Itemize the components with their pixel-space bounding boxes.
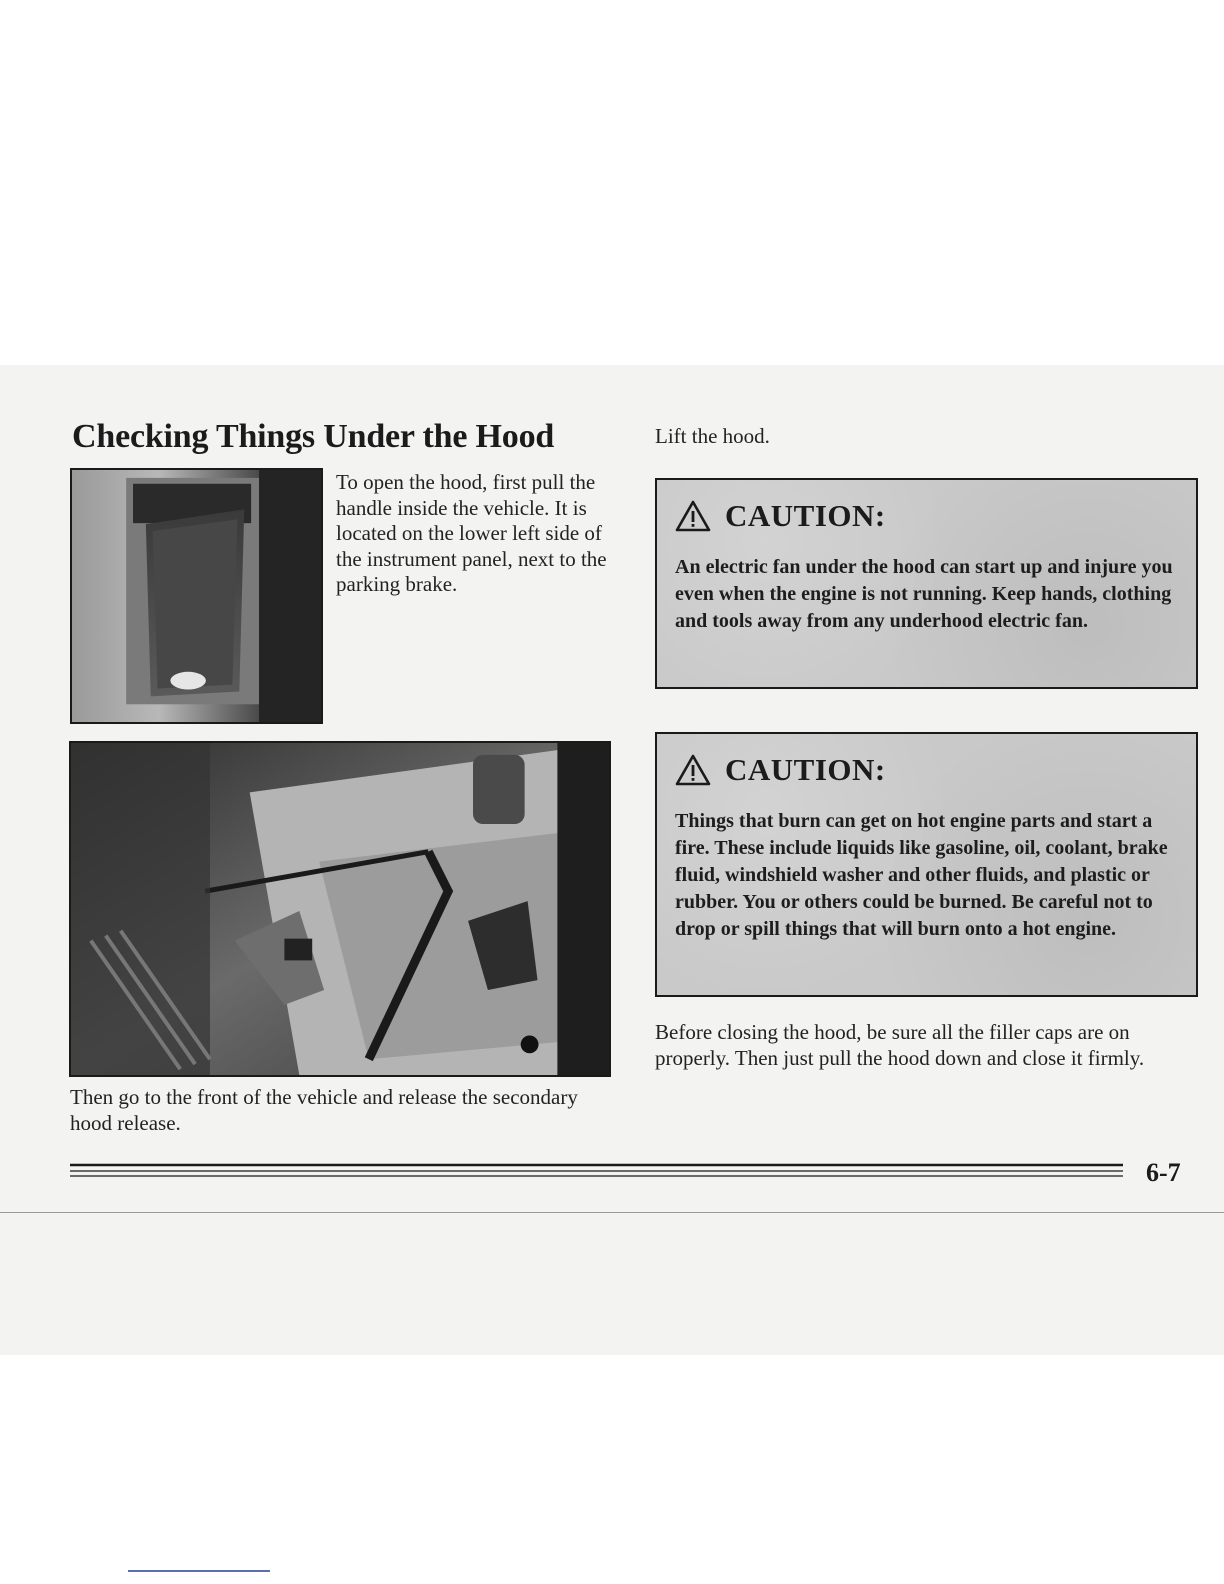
caution-label: CAUTION: <box>725 498 886 533</box>
caution-header <box>675 752 1176 788</box>
caution-box-electric-fan <box>655 478 1198 689</box>
warning-triangle-icon <box>675 754 711 786</box>
caution-box-fire-hazard <box>655 732 1198 997</box>
caution-text: Things that burn can get on hot engine parts and start a fire. These include liquids like gasoline, oil, coolant, brake fluid, windshield washer and other fluids, and plastic or rubber. You or others could be burned. Be careful not to drop or spill things that will burn onto a hot engine. <box>675 810 1168 940</box>
secondary-hood-release-photo <box>69 741 611 1077</box>
page-number: 6-7 <box>1146 1158 1181 1187</box>
caution-header <box>675 498 1176 534</box>
warning-triangle-icon <box>675 500 711 532</box>
scan-edge-line <box>0 1212 1224 1213</box>
hood-release-handle-photo <box>70 468 323 724</box>
lift-hood-text: Lift the hood. <box>655 424 770 448</box>
bottom-accent-line <box>128 1570 270 1572</box>
footer-rules <box>70 1163 1123 1179</box>
closing-hood-instructions: Before closing the hood, be sure all the filler caps are on properly. Then just pull the hood down and close it firmly. <box>655 1020 1145 1070</box>
caution-text: An electric fan under the hood can start up and injure you even when the engine is not running. Keep hands, clothing and tools away from any underhood electric fan. <box>675 556 1173 632</box>
secondary-release-instructions: Then go to the front of the vehicle and release the secondary hood release. <box>70 1085 578 1135</box>
page-title: Checking Things Under the Hood <box>72 418 555 455</box>
caution-label: CAUTION: <box>725 752 886 787</box>
hood-open-instructions: To open the hood, first pull the handle inside the vehicle. It is located on the lower left side of the instrument panel, next to the parking brake. <box>336 470 607 596</box>
